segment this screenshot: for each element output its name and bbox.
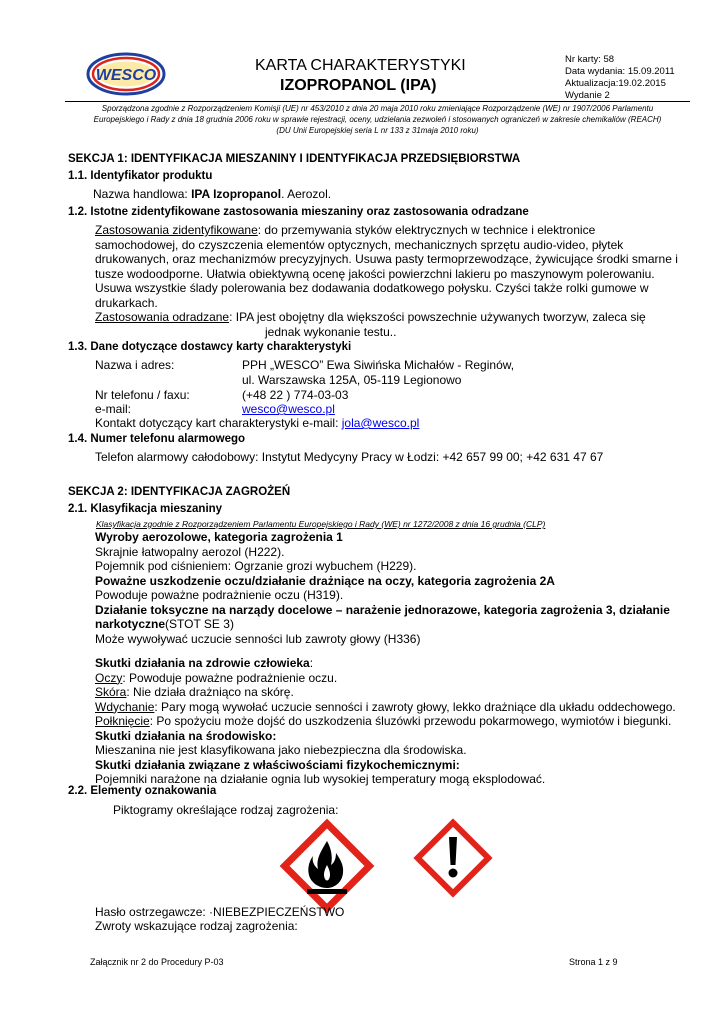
issue-date: Data wydania: 15.09.2011	[565, 66, 675, 77]
phone-label: Nr telefonu / faxu:	[95, 388, 190, 402]
classification-list: Wyroby aerozolowe, kategoria zagrożenia 1 Skrajnie łatwopalny aerozol (H222). Pojemnik pod ciśnieniem: Ogrzanie grozi wybuchem (H229). Poważne uszkodzenie oczu/działanie drażniące na oczy, kategoria zagrożenia 2A Powoduje poważne podrażnienie oczu (H319). Działanie toksyczne na narządy docelowe – narażenie jednorazowe, kategoria zagrożenia 3, działanie narkotyczne(STOT SE 3) Może wywoływać uczucie senności lub zawroty głowy (H336)	[95, 530, 670, 646]
s21-heading: 2.1. Klasyfikacja mieszaniny	[68, 503, 223, 515]
discouraged-uses: Zastosowania odradzane: IPA jest obojętny dla większości powszechnie używanych tworzyw, zaleca się jednak wykonanie testu..	[95, 310, 646, 339]
regulation-note: Sporządzona zgodnie z Rozporządzeniem Komisji (UE) nr 453/2010 z dnia 20 maja 2010 roku zmieniające Rozporządzenie (WE) nr 1907/2006 Parlamentu Europejskiego i Rady z dnia 18 grudnia 2006 roku w sprawie rejestracji, oceny, udzielania zezwoleń i stosowanych ograniczeń w zakresie chemikaliów (REACH) (DU Unii Europejskiej seria L nr 133 z 31maja 2010 roku)	[93, 104, 662, 135]
wesco-logo	[86, 52, 166, 96]
edition: Wydanie 2	[565, 90, 610, 101]
pictograms-label: Piktogramy określające rodzaj zagrożenia:	[113, 803, 339, 817]
s11-heading: 1.1. Identyfikator produktu	[68, 170, 213, 182]
update-date: Aktualizacja:19.02.2015	[565, 78, 666, 89]
health-effects: Skutki działania na zdrowie człowieka: Oczy: Powoduje poważne podrażnienie oczu. Skóra: Nie działa drażniąco na skórę. Wdychanie: Pary mogą wywołać uczucie senności i zawroty głowy, lekko drażniące dla układu oddechowego. Połknięcie: Po spożyciu może dojść do uszkodzenia śluzówki przewodu pokarmowego, wymiotów i biegunki. Skutki działania na środowisko: Mieszanina nie jest klasyfikowana jako niebezpieczna dla środowiska. Skutki działania związane z właściwościami fizykochemicznymi: Pojemniki narażone na działanie ognia lub wysokiej temperatury mogą eksplodować.	[95, 656, 676, 786]
section1-heading: SEKCJA 1: IDENTYFIKACJA MIESZANINY I IDENTYFIKACJA PRZEDSIĘBIORSTWA	[68, 153, 521, 165]
clp-note: Klasyfikacja zgodnie z Rozporządzeniem Parlamentu Europejskiego i Rady (WE) nr 1272/2008 z dnia 16 grudnia (CLP)	[96, 519, 546, 529]
section2-heading: SEKCJA 2: IDENTYFIKACJA ZAGROŻEŃ	[68, 486, 291, 498]
phone-value: (+48 22 ) 774-03-03	[242, 388, 349, 402]
trade-name-line: Nazwa handlowa: IPA Izopropanol. Aerozol.	[93, 187, 332, 201]
contact-email-link[interactable]: jola@wesco.pl	[341, 416, 420, 430]
emergency-phone: Telefon alarmowy całodobowy: Instytut Medycyny Pracy w Łodzi: +42 657 99 00; +42 631 47 67	[95, 450, 604, 464]
card-number: Nr karty: 58	[565, 54, 615, 65]
identified-uses: Zastosowania zidentyfikowane: do przemywania styków elektrycznych w technice i elektronice samochodowej, do czyszczenia elementów optycznych, mechanicznych sprzętu audio-video, płytek drukowanych, oraz mechanizmów precyzyjnych. Usuwa pasty termoprzewodzące, żywicujące środki smarne i tusze wodoodporne. Ułatwia obiektywną ocenę jakości powierzchni lakieru po maszynowym polerowaniu. Usuwa wszystkie ślady polerowania bez dodawania dodatkowego połysku. Czyści także rolki gumowe w drukarkach.	[95, 223, 678, 310]
signal-word-line: Hasło ostrzegawcze: ·NIEBEZPIECZEŃSTWO	[95, 905, 345, 919]
document-title: KARTA CHARAKTERYSTYKI	[255, 57, 466, 74]
email-link[interactable]: wesco@wesco.pl	[242, 402, 335, 416]
email-label: e-mail:	[95, 402, 132, 416]
s22-heading: 2.2. Elementy oznakowania	[68, 785, 217, 797]
address-value: ul. Warszawska 125A, 05-119 Legionowo	[242, 373, 462, 387]
page-number: Strona 1 z 9	[569, 957, 618, 967]
contact-line: Kontakt dotyczący kart charakterystyki e-mail: jola@wesco.pl	[95, 416, 420, 430]
header-divider	[65, 101, 690, 102]
s13-heading: 1.3. Dane dotyczące dostawcy karty charakterystyki	[68, 341, 352, 353]
name-value: PPH „WESCO” Ewa Siwińska Michałów - Reginów,	[242, 358, 515, 372]
exclamation-pictogram-icon	[410, 815, 496, 906]
product-title: IZOPROPANOL (IPA)	[280, 77, 437, 94]
s12-heading: 1.2. Istotne zidentyfikowane zastosowania mieszaniny oraz zastosowania odradzane	[68, 206, 529, 218]
hazard-phrases-label: Zwroty wskazujące rodzaj zagrożenia:	[95, 919, 298, 933]
s14-heading: 1.4. Numer telefonu alarmowego	[68, 433, 246, 445]
footer-left: Załącznik nr 2 do Procedury P-03	[90, 957, 224, 967]
name-label: Nazwa i adres:	[95, 358, 175, 372]
svg-text:WESCO: WESCO	[95, 67, 157, 84]
